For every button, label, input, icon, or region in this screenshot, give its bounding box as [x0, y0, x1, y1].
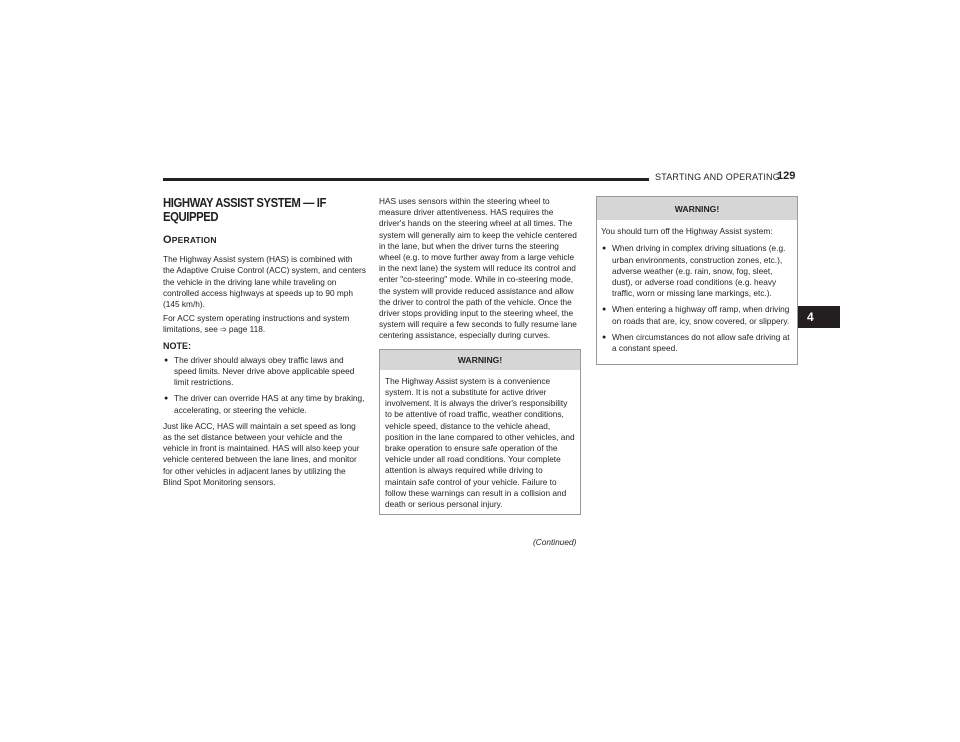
subsection-title-initial: O — [163, 234, 172, 246]
list-item: ● The driver should always obey traffic laws and speed limits. Never drive above applicable speed limit restrictions. — [164, 354, 355, 388]
list-item: ● When entering a highway off ramp, when driving on roads that are, icy, snow covered, or slippery. — [602, 304, 790, 326]
note-label: NOTE: — [163, 340, 191, 351]
list-item: ● When circumstances do not allow safe driving at a constant speed. — [602, 331, 790, 354]
paragraph: HAS uses sensors within the steering wheel to measure driver attentiveness. HAS requires the driver's hands on the steering wheel at all times. The system will generally aim to keep the vehicle centered in the lane, but when the driver turns the steering wheel (e.g. to move further away from a large vehicle in the next lane) the system will reduce its control and enter "co-steering" mode. While in co-steering mode, the system will provide reduced assistance and allow the driver to control the path of the vehicle. Once the driver stops providing input to the steering wheel, the system will require a few seconds to fully resume lane centering assistance, especially during curves. — [379, 196, 577, 341]
warning-heading: WARNING! — [597, 197, 797, 220]
list-item: ● When driving in complex driving situations (e.g. urban environments, construction zones, etc.), adverse weather (e.g. rain, snow, fog, sleet, dust), or adverse road conditions (e.g. heavy traffic, worn or missing lane markings, etc.). — [602, 243, 786, 299]
reference-prefix: For ACC system operating instructions and system limitations, see — [163, 313, 350, 335]
warning-body: The Highway Assist system is a convenience system. It is not a substitute for active driver involvement. It is always the driver's responsibility to be attentive of road traffic, weather conditions, vehicle speed, distance to the vehicle ahead, position in the lane compared to other vehicles, and brake operation to ensure safe operation of the vehicle under all road conditions. Your complete attention is always required while driving to maintain safe control of your vehicle. Failure to follow these warnings can result in a collision and death or serious personal injury. — [385, 375, 575, 510]
warning-intro: You should turn off the Highway Assist system: — [601, 226, 773, 237]
list-item: ● The driver can override HAS at any time by braking, accelerating, or steering the vehicle. — [164, 393, 365, 415]
page-reference-arrow-icon: ➩ — [220, 325, 227, 335]
paragraph: Just like ACC, HAS will maintain a set speed as long as the set distance between your vehicle and the vehicle in front is maintained. HAS will also keep your vehicle centered between the lane lines, and monitor for other vehicles in adjacent lanes by utilizing the Blind Spot Monitoring sensors. — [163, 420, 360, 487]
page-reference-link[interactable]: page 118. — [228, 324, 266, 335]
paragraph-with-reference — [163, 313, 366, 335]
bullet-icon: ● — [602, 245, 607, 253]
column-middle — [379, 196, 581, 515]
page-number: 129 — [777, 170, 796, 182]
warning-list — [601, 243, 793, 354]
bullet-icon: ● — [602, 306, 607, 314]
bullet-icon: ● — [164, 395, 169, 403]
note-list — [163, 355, 366, 416]
warning-box — [379, 349, 581, 516]
subsection-title-rest: PERATION — [171, 235, 217, 245]
column-right — [596, 196, 798, 365]
running-header-section: STARTING AND OPERATING — [655, 172, 780, 182]
header-rule — [163, 178, 649, 181]
bullet-icon: ● — [164, 356, 169, 364]
warning-body — [597, 220, 797, 364]
column-left — [163, 196, 366, 491]
warning-heading: WARNING! — [380, 350, 580, 370]
chapter-number: 4 — [807, 310, 814, 324]
paragraph: The Highway Assist system (HAS) is combined with the Adaptive Cruise Control (ACC) system, and centers the vehicle in the driving lane while traveling on controlled access highways at speeds up to 90 mph (145 km/h). — [163, 254, 366, 310]
section-main-title: HIGHWAY ASSIST SYSTEM — IF EQUIPPED — [163, 195, 326, 224]
bullet-icon: ● — [602, 333, 607, 341]
subsection-title — [163, 235, 366, 246]
warning-box — [596, 196, 798, 365]
continued-marker: (Continued) — [533, 537, 577, 547]
chapter-tab — [798, 306, 840, 328]
